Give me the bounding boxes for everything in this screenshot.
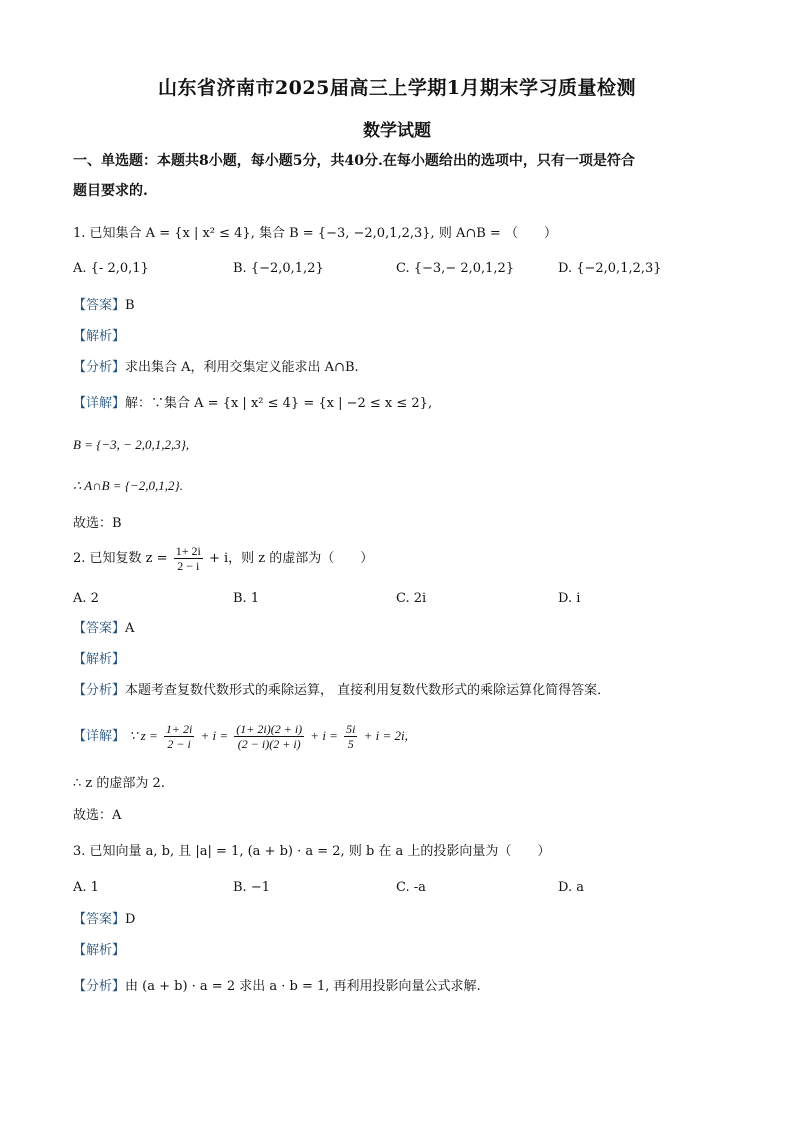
- q1-answer: [73, 298, 135, 314]
- q2-option-a: A. 2: [73, 591, 99, 606]
- q2-xj-frac2: [234, 722, 304, 751]
- q2-xj-mid2: + i =: [310, 728, 338, 743]
- q2-frac-den: 2 − i: [174, 558, 203, 573]
- q1-option-b: B. {−2,0,1,2}: [233, 261, 324, 276]
- q3-answer: [73, 912, 135, 928]
- q3-option-d: D. a: [558, 880, 584, 895]
- q3-option-a: A. 1: [73, 880, 99, 895]
- q1-analysis-tag: [73, 329, 125, 345]
- q3-stem: 3. 已知向量 a, b, 且 |a| = 1, (a + b) · a = 2, 则 b 在 a 上的投影向量为（ ）: [73, 844, 551, 859]
- q2-xj-prefix: ∵ z =: [129, 728, 158, 743]
- xiangjie-tag: 【详解】: [73, 396, 126, 411]
- q1-option-c: C. {−3,− 2,0,1,2}: [396, 261, 515, 276]
- q2-xj-frac3: [344, 722, 357, 751]
- q3-option-b: B. −1: [233, 880, 270, 895]
- fenxi-text: 由 (a + b) · a = 2 求出 a · b = 1, 再利用投影向量公式求解.: [125, 979, 481, 994]
- q1-choice: 故选：B: [73, 516, 122, 531]
- q2-xj-mid1: + i =: [200, 728, 229, 743]
- q2-xiangjie: [73, 719, 408, 754]
- q1-fenxi: [73, 360, 359, 376]
- q2-frac-num: 1+ 2i: [175, 544, 201, 558]
- page-title: 山东省济南市2025届高三上学期1月期末学习质量检测: [157, 77, 637, 99]
- answer-tag: 【答案】: [73, 298, 126, 313]
- analysis-tag: 【解析】: [73, 329, 126, 344]
- q2-conclusion: ∴ z 的虚部为 2.: [73, 776, 165, 791]
- answer-tag: 【答案】: [73, 912, 126, 927]
- section-heading-line1: 一、单选题：本题共8小题，每小题5分，共40分.在每小题给出的选项中，只有一项是符合: [73, 153, 635, 169]
- q1-option-d: D. {−2,0,1,2,3}: [558, 261, 662, 276]
- q2-choice: 故选：A: [73, 808, 122, 823]
- q2-option-c: C. 2i: [396, 591, 427, 606]
- xiangjie-tag: 【详解】: [73, 729, 126, 744]
- q2-option-d: D. i: [558, 591, 581, 606]
- xiangjie-text: 解：∵集合 A = {x | x² ≤ 4} = {x | −2 ≤ x ≤ 2},: [125, 396, 433, 411]
- q2-xj-frac1: [164, 722, 194, 751]
- q2-stem-fraction: [174, 544, 203, 573]
- q1-line-b: B = {−3, − 2,0,1,2,3},: [73, 437, 190, 452]
- q3-option-c: C. -a: [396, 880, 426, 895]
- q2-analysis-tag: [73, 652, 125, 668]
- q2-stem: [73, 544, 373, 573]
- section-heading-line2: 题目要求的.: [73, 183, 148, 199]
- q2-xj-frac3-num: 5i: [346, 722, 356, 736]
- q2-fenxi: [73, 683, 610, 699]
- answer-value: A: [125, 621, 135, 636]
- q2-stem-suffix: + i，则 z 的虚部为（ ）: [208, 551, 374, 566]
- analysis-tag: 【解析】: [73, 652, 126, 667]
- fenxi-tag: 【分析】: [73, 360, 126, 375]
- q1-xiangjie: [73, 396, 432, 412]
- fenxi-text: 求出集合 A，利用交集定义能求出 A∩B.: [125, 360, 359, 375]
- q2-xj-frac2-num: (1+ 2i)(2 + i): [236, 722, 303, 736]
- q1-line-c: ∴ A∩B = {−2,0,1,2}.: [73, 478, 183, 493]
- q1-stem: 1. 已知集合 A = {x | x² ≤ 4}, 集合 B = {−3, −2,0,1,2,3}, 则 A∩B = （ ）: [73, 226, 557, 241]
- fenxi-tag: 【分析】: [73, 979, 126, 994]
- answer-value: B: [125, 298, 135, 313]
- q2-answer: [73, 621, 134, 637]
- q2-option-b: B. 1: [233, 591, 260, 606]
- q2-xj-frac2-den: (2 − i)(2 + i): [234, 736, 304, 751]
- fenxi-tag: 【分析】: [73, 683, 126, 698]
- fenxi-text: 本题考查复数代数形式的乘除运算， 直接利用复数代数形式的乘除运算化简得答案．: [125, 683, 611, 698]
- q2-xj-frac1-den: 2 − i: [164, 736, 194, 751]
- answer-tag: 【答案】: [73, 621, 126, 636]
- page-subtitle: 数学试题: [363, 121, 431, 141]
- q2-xj-frac1-num: 1+ 2i: [165, 722, 193, 736]
- analysis-tag: 【解析】: [73, 943, 126, 958]
- q2-xj-suffix: + i = 2i,: [363, 728, 408, 743]
- q3-analysis-tag: [73, 943, 125, 959]
- q2-stem-prefix: 2. 已知复数 z =: [73, 551, 168, 566]
- q2-xj-frac3-den: 5: [344, 736, 357, 751]
- q1-option-a: A. {- 2,0,1}: [73, 261, 149, 276]
- q3-fenxi: [73, 979, 481, 995]
- answer-value: D: [125, 912, 136, 927]
